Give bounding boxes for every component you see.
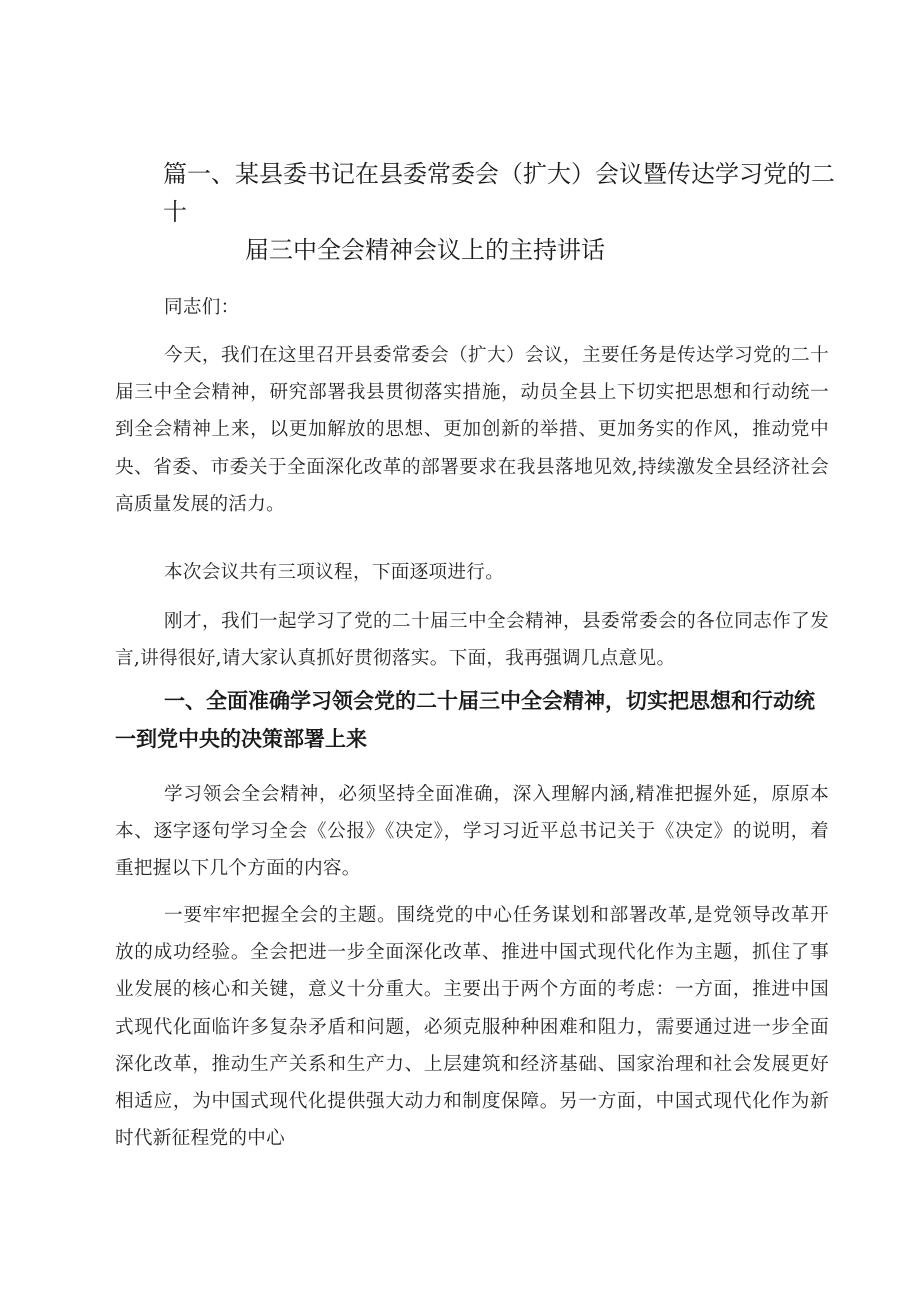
document-title [163,155,835,269]
paragraph-study: 学习领会全会精神，必须坚持全面准确，深入理解内涵,精准把握外延，原原本本、逐字逐句学习全会《公报》《决定》，学习习近平总书记关于《决定》的说明，着重把握以下几个方面的内容。 [115,784,829,880]
paragraph-agenda: 本次会议共有三项议程，下面逐项进行。 [164,562,505,583]
salutation: 同志们： [164,297,240,318]
title-line-1: 篇一、某县委书记在县委常委会（扩大）会议暨传达学习党的二十 [163,160,835,226]
paragraph-transition: 刚才，我们一起学习了党的二十届三中全会精神，县委常委会的各位同志作了发言,讲得很好,请大家认真抓好贯彻落实。下面，我再强调几点意见。 [115,611,829,670]
paragraph-opening: 今天，我们在这里召开县委常委会（扩大）会议，主要任务是传达学习党的二十届三中全会精神，研究部署我县贯彻落实措施，动员全县上下切实把思想和行动统一到全会精神上来，以更加解放的思想、更加创新的举措、更加务实的作风，推动党中央、省委、市委关于全面深化改革的部署要求在我县落地见效,持续激发全县经济社会高质量发展的活力。 [115,345,829,515]
title-line-2: 届三中全会精神会议上的主持讲话 [245,236,605,264]
section-heading-1: 一、全面准确学习领会党的二十届三中全会精神，切实把思想和行动统一到党中央的决策部署上来 [115,689,815,751]
paragraph-theme: 一要牢牢把握全会的主题。围绕党的中心任务谋划和部署改革,是党领导改革开放的成功经验。全会把进一步全面深化改革、推进中国式现代化作为主题，抓住了事业发展的核心和关键，意义十分重大。主要出于两个方面的考虑：一方面，推进中国式现代化面临许多复杂矛盾和问题，必须克服种种困难和阻力，需要通过进一步全面深化改革，推动生产关系和生产力、上层建筑和经济基础、国家治理和社会发展更好相适应，为中国式现代化提供强大动力和制度保障。另一方面，中国式现代化作为新时代新征程党的中心 [115,905,829,1150]
